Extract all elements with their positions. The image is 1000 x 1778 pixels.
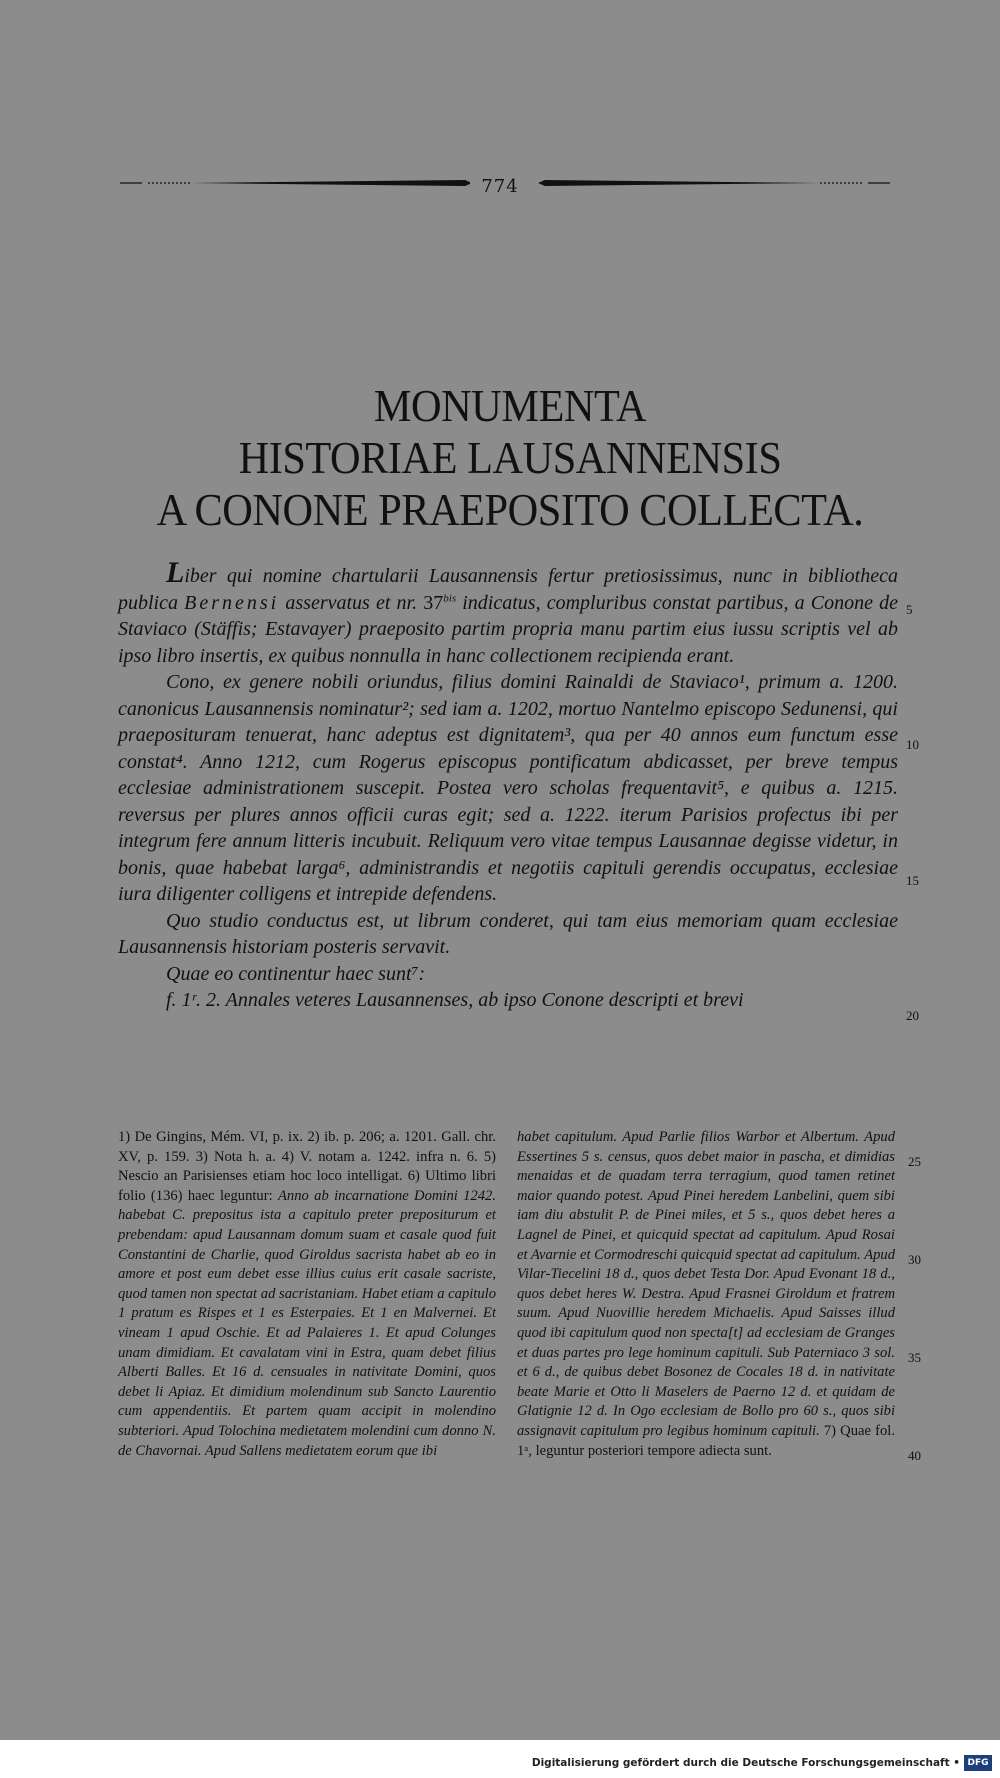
dfg-logo-icon[interactable]: DFG — [964, 1755, 992, 1771]
page-number: 774 — [470, 176, 530, 197]
footnote-span-italic: Anno ab incarnatione Domini 1242. habebat C. prepositus ista a capitulo preter prepositurum et prebendam: apud Lausannam domum suam et casale quod fuit Constantini de Charlie, quod Giroldus sacrista habet ab eo in amore et post eum debet esse illius cuius erit casale sacriste, quod tamen non spectat ad sacristaniam. Habet etiam a capitulo 1 pratum es Rispes et 1 es Esterpaies. Et 1 en Malvernei. Et vineam 1 apud Oschie. Et ad Palaieres 1. Et apud Colunges unam dimidiam. Et cavalatam vini in Estra, quam debet filius Alberti Balles. Et 16 d. censuales in nativitate Domini, quos debet li Apiaz. Et dimidium molendinum sub Sancto Laurentio cum appendentiis. Et partem quam accipit in molendino subteriori. Apud Tolochina medietatem molendini cum donno N. de Chavornai. Apud Sallens medietatem eorum que ibi — [118, 1187, 496, 1459]
emphasized-word: Bernensi — [184, 591, 280, 614]
funding-credit: Digitalisierung gefördert durch die Deutsche Forschungsgemeinschaft • — [531, 1757, 960, 1769]
line-number: 30 — [908, 1252, 921, 1267]
footnote-span: 7) Quae fol. 1ᵃ, leguntur posteriori tempore adiecta sunt. — [517, 1422, 895, 1459]
body-text — [118, 556, 898, 1014]
paragraph-1-part-c: indicatus, compluribus constat partibus, a Conone de Staviaco (Stäffis; Estavayer) praeposito partim propria manu partim eius iussu scriptis vel ab ipso libro insertis, ex quibus nonnulla in hanc collectionem recipienda erant. — [118, 591, 898, 667]
line-number: 5 — [906, 602, 913, 617]
footnotes-right-column — [517, 1128, 895, 1461]
paragraph-4: Quae eo continentur haec sunt⁷: — [166, 962, 426, 985]
digitization-footer — [0, 1740, 1000, 1778]
manuscript-number: 37 — [423, 591, 444, 614]
line-number: 15 — [906, 873, 919, 888]
title-line-3: A CONONE PRAEPOSITO COLLECTA. — [156, 484, 864, 535]
line-number: 20 — [906, 1008, 919, 1023]
title-line-2: HISTORIAE LAUSANNENSIS — [238, 432, 782, 483]
paragraph-1-part-a: iber qui nomine chartularii Lausannensis fertur pretiosissimus, nunc in bibliotheca publica — [118, 565, 898, 614]
line-number: 10 — [906, 737, 919, 752]
footnote-text — [517, 1128, 895, 1461]
manuscript-number-sup: bis — [443, 591, 457, 604]
paragraph-3: Quo studio conductus est, ut librum conderet, qui tam eius memoriam quam ecclesiae Lausannensis historiam posteris servavit. — [118, 909, 898, 958]
paragraph-2: Cono, ex genere nobili oriundus, filius domini Rainaldi de Staviaco¹, primum a. 1200. canonicus Lausannensis nominatur²; sed iam a. 1202, mortuo Nantelmo episcopo Sedunensi, qui praeposituram tenuerat, hanc adeptus est dignitatem³, qua per 40 annos eum functum esse constat⁴. Anno 1212, cum Rogerus episcopus pontificatum abdicasset, per breve tempus ecclesiae administrationem suscepit. Postea vero scholas frequentavit⁵, e quibus a. 1215. reversus per plures annos officii curas egit; sed a. 1222. iterum Parisios profectus ibi per integrum fere annum litteris incubuit. Reliquum vero vitae tempus Lausannae degisse videtur, in bonis, quae habebat larga⁶, administrandis et negotiis capituli gerendis occupatus, ecclesiae iura diligenter colligens et intrepide defendens. — [118, 671, 898, 905]
document-title — [96, 380, 924, 536]
footnotes — [118, 1128, 921, 1568]
paragraph-5: f. 1ʳ. 2. Annales veteres Lausannenses, ab ipso Conone descripti et brevi — [166, 989, 744, 1011]
footnote-span-italic: habet capitulum. Apud Parlie filios Warbor et Albertum. Apud Essertines 5 s. census, quos debet maior in pascha, et dimidias menaidas et de quadam terra terragium, quod tamen retinet maior quando potest. Apud Pinei heredem Lanbelini, quem sibi iam diu abstulit P. de Pinei miles, et 5 s., quos debet heres a Lagnel de Pinei, et quicquid spectat ad capitulum. Apud Rosai et Avarnie et Cormodreschi quicquid spectat ad capitulum. Apud Vilar-Tiecelini 18 d., quos debet Testa Dor. Apud Evonant 18 d., quos debet heres W. Destra. Apud Frasnei Giroldum et fratrem suum. Apud Nuovillie heredem Michaelis. Apud Saisses illud quod ibi capitulum quod non specta[t] ad ecclesiam de Granges et duas partes pro lege hominum capituli. Sub Paterniaco 3 sol. et 6 d., de quibus debet Bosonez de Cocales 18 d. in nativitate beate Marie et Otto li Maselers de Paerno 12 d. et quidam de Glatignie 12 d. In Ogo ecclesiam de Bollo pro 60 s., quos sibi assignavit capitulum pro legibus hominum capituli. — [517, 1129, 895, 1439]
drop-cap: L — [166, 556, 185, 589]
title-line-1: MONUMENTA — [373, 380, 647, 431]
footnotes-left-column — [118, 1128, 496, 1461]
paragraph-1 — [118, 556, 898, 669]
line-number: 25 — [908, 1154, 921, 1169]
paragraph-1-part-b: asservatus et nr. — [279, 591, 424, 614]
line-number: 40 — [908, 1448, 921, 1463]
footnote-text — [118, 1128, 496, 1461]
footnote-span: 1) De Gingins, Mém. VI, p. ix. 2) ib. p. 206; a. 1201. Gall. chr. XV, p. 159. 3) Nota h. a. 4) V. notam a. 1242. infra n. 6. 5) Nescio an Parisienses etiam hoc loco intelligat. 6) Ultimo libri folio (136) haec leguntur: — [118, 1129, 496, 1204]
line-number: 35 — [908, 1350, 921, 1365]
